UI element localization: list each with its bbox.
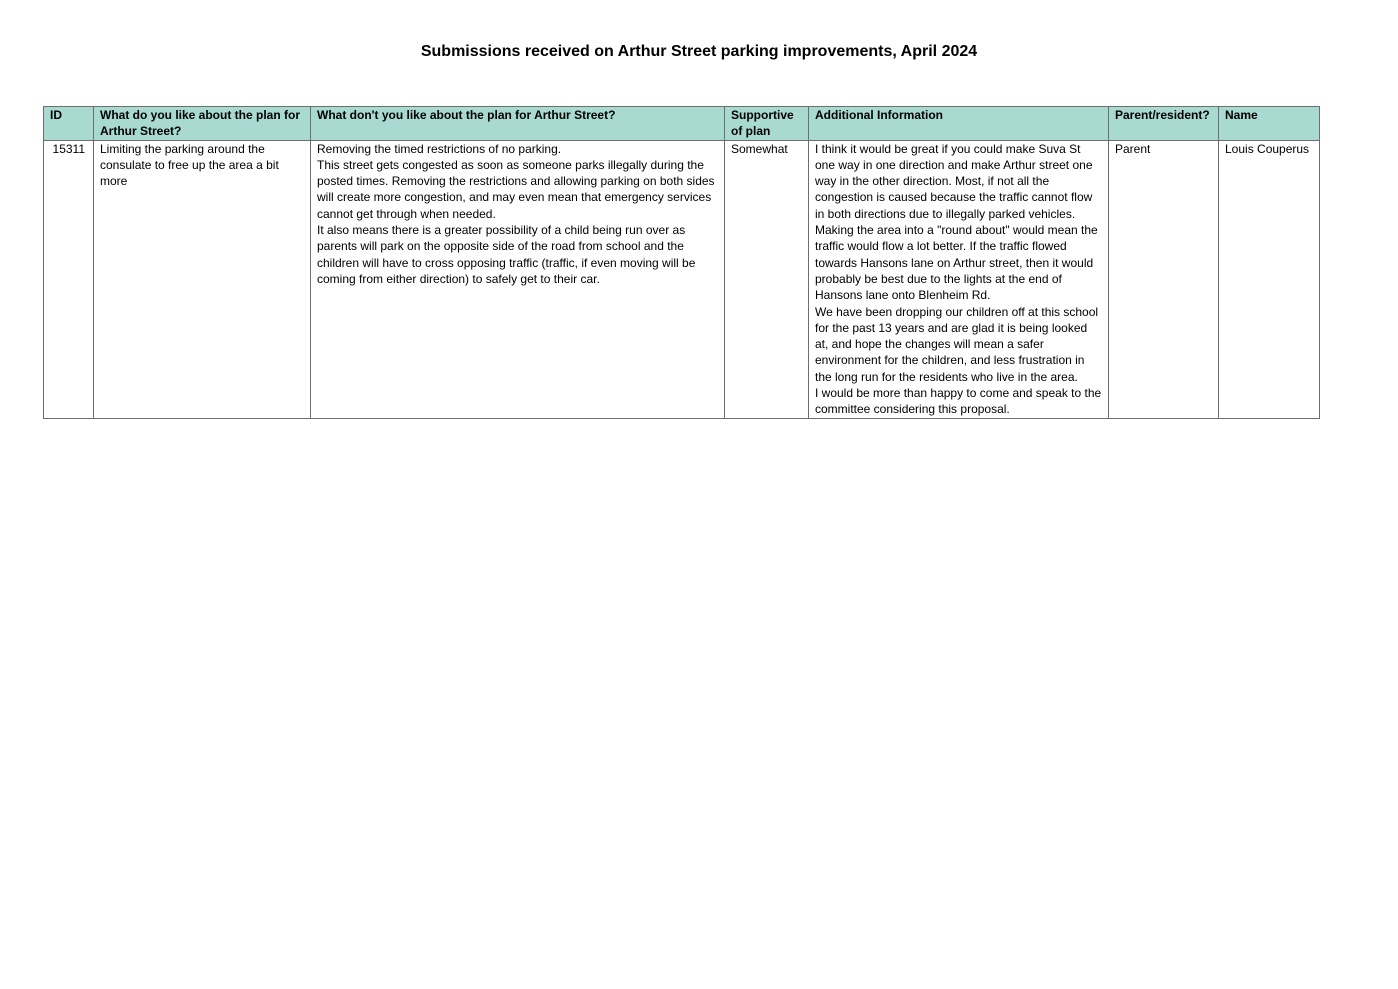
header-like: What do you like about the plan for Arthur Street? — [94, 107, 311, 141]
submissions-table — [43, 106, 1320, 419]
additional-paragraph: We have been dropping our children off at this school for the past 13 years and are glad it is being looked at, and hope the changes will mean a safer environment for the children, and less frustration in the long run for the residents who live in the area. — [815, 304, 1099, 384]
header-dislike: What don't you like about the plan for Arthur Street? — [311, 107, 725, 141]
cell-additional — [809, 140, 1109, 418]
header-additional: Additional Information — [809, 107, 1109, 141]
header-row — [44, 107, 1320, 141]
dislike-paragraph: This street gets congested as soon as someone parks illegally during the posted times. Removing the restrictions and allowing parking on both sides will create more congestion, and may even mean that emergency services cannot get through when needed. — [317, 157, 715, 221]
cell-dislike — [311, 140, 725, 418]
header-parent-resident: Parent/resident? — [1109, 107, 1219, 141]
table-row — [44, 140, 1320, 418]
cell-name: Louis Couperus — [1219, 140, 1320, 418]
dislike-paragraph: Removing the timed restrictions of no parking. — [317, 141, 562, 156]
page-title: Submissions received on Arthur Street parking improvements, April 2024 — [420, 43, 978, 60]
additional-paragraph: I would be more than happy to come and speak to the committee considering this proposal. — [815, 386, 1102, 417]
cell-supportive: Somewhat — [725, 140, 809, 418]
cell-parent-resident: Parent — [1109, 140, 1219, 418]
header-id: ID — [44, 107, 94, 141]
cell-id: 15311 — [44, 140, 94, 418]
header-supportive: Supportive of plan — [725, 107, 809, 141]
cell-like: Limiting the parking around the consulate to free up the area a bit more — [94, 140, 311, 418]
header-name: Name — [1219, 107, 1320, 141]
additional-paragraph: I think it would be great if you could make Suva St one way in one direction and make Arthur street one way in the other direction. Most, if not all the congestion is caused because the traffic cannot flow in both directions due to illegally parked vehicles. Making the area into a "round about" would mean the traffic would flow a lot better. If the traffic flowed towards Hansons lane on Arthur street, then it would probably be best due to the lights at the end of Hansons lane onto Blenheim Rd. — [815, 141, 1098, 303]
dislike-paragraph: It also means there is a greater possibility of a child being run over as parents will park on the opposite side of the road from school and the children will have to cross opposing traffic (traffic, if even moving will be coming from either direction) to safely get to their car. — [317, 223, 696, 286]
